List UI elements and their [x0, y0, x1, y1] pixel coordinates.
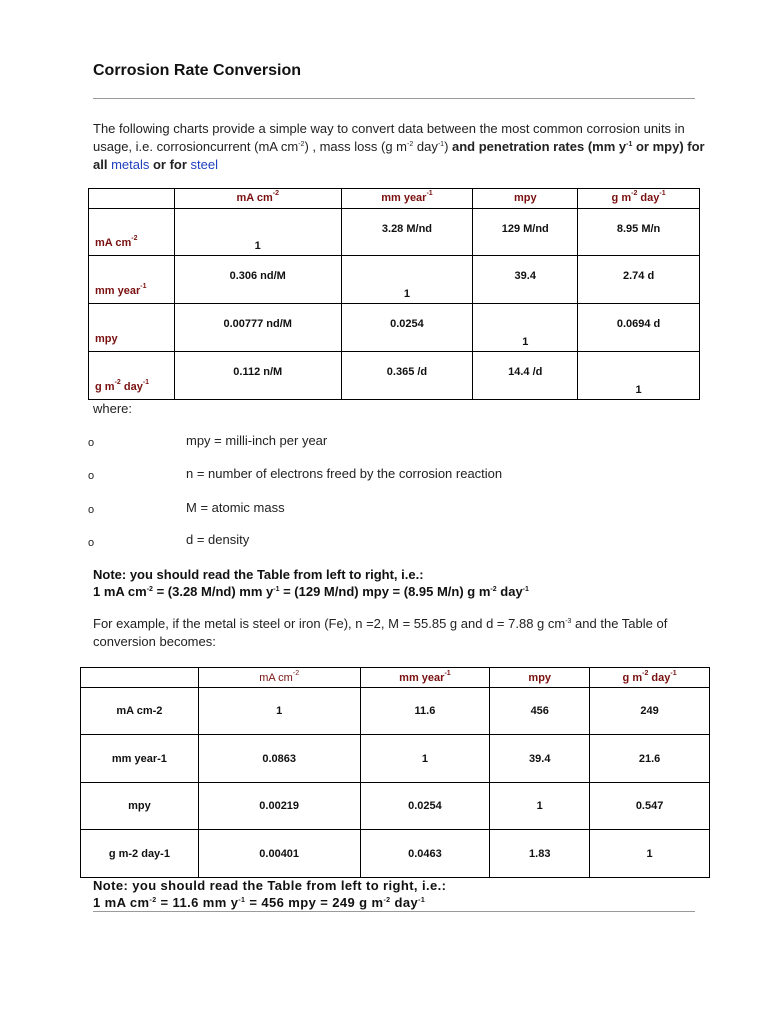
definition-item: n = number of electrons freed by the corrosion reaction	[186, 466, 503, 481]
bullet-icon: o	[88, 437, 95, 449]
table-cell: 1.83	[490, 830, 590, 878]
table-row	[81, 735, 710, 783]
intro-sup-1: -2	[298, 141, 305, 148]
title-divider	[93, 98, 695, 99]
row-label: g m-2 day-1	[81, 830, 199, 878]
table-cell: 14.4 /d	[473, 352, 578, 400]
example-paragraph	[93, 615, 693, 651]
note-2-line-1: Note: you should read the Table from left to right, i.e.:	[93, 878, 447, 893]
corner-cell	[81, 668, 199, 688]
table-cell: 0.112 n/M	[174, 352, 341, 400]
header-cell: g $m^{-2}$ day$^{-1}$	[578, 189, 700, 209]
table-cell: 249	[590, 688, 710, 735]
table-cell: 129 M/nd	[473, 209, 578, 256]
table-cell: 0.306 nd/M	[174, 256, 341, 304]
bullet-icon: o	[88, 537, 95, 549]
table-row	[89, 256, 700, 304]
table-cell: 1	[473, 304, 578, 352]
table-header-row	[89, 189, 700, 209]
table-cell: 0.0863	[198, 735, 360, 783]
table-cell: 39.4	[473, 256, 578, 304]
row-label: mm year-1	[81, 735, 199, 783]
steel-link[interactable]: steel	[190, 157, 219, 172]
general-conversion-table	[88, 188, 700, 400]
bullet-icon: o	[88, 470, 95, 482]
header-cell: g $m^{-2}$ day$^{-1}$	[590, 668, 710, 688]
row-label: mA cm-2	[81, 688, 199, 735]
row-label: mpy	[81, 783, 199, 830]
table-row	[89, 304, 700, 352]
intro-text-4: )	[444, 139, 453, 154]
table-cell: 3.28 M/nd	[341, 209, 473, 256]
table-cell: 39.4	[490, 735, 590, 783]
table-row	[81, 688, 710, 735]
header-cell: mm year$^{-1}$	[341, 189, 473, 209]
table-cell: 1	[590, 830, 710, 878]
intro-bold-2: or mpy) for all	[93, 139, 705, 172]
table-row	[89, 352, 700, 400]
header-cell: mpy	[490, 668, 590, 688]
table-cell: 11.6	[360, 688, 490, 735]
page-title: Corrosion Rate Conversion	[93, 62, 302, 79]
note-1-line-1: Note: you should read the Table from left to right, i.e.:	[93, 567, 424, 582]
note-1	[93, 566, 529, 600]
table-row	[89, 209, 700, 256]
table-cell: 1	[198, 688, 360, 735]
note-2-line-2: 1 mA $cm^{-2} = 11.6$ mm $y^{-1} = 456$ mpy = 249 g $m^{-2}$ day$^{-1}$	[93, 895, 426, 910]
intro-bold-sup: -1	[626, 141, 633, 148]
table-header-row	[81, 668, 710, 688]
table-cell: 2.74 d	[578, 256, 700, 304]
header-cell: mA $cm^{-2}$	[174, 189, 341, 209]
table-cell: 0.00777 nd/M	[174, 304, 341, 352]
intro-sup-3: -1	[437, 141, 445, 148]
definition-item: M = atomic mass	[186, 500, 285, 515]
table-cell: 0.0463	[360, 830, 490, 878]
table-cell: 1	[174, 209, 341, 256]
intro-text-2: ) , mass loss (g m	[304, 139, 408, 154]
intro-text-1: The following charts provide a simple way to convert data between the most common corrosion units in usage, i.e. corrosioncurrent (mA cm	[93, 121, 685, 154]
table-row	[81, 830, 710, 878]
header-cell: mA $cm^{-2}$	[198, 668, 360, 688]
table-cell: 0.0254	[360, 783, 490, 830]
note-1-line-2: 1 mA $cm^{-2} = (3.28$ M/nd) mm $y^{-1} = (129$ M/nd) mpy = (8.95 M/n) g $m^{-2}$ day$^{-1}$	[93, 584, 529, 599]
where-label: where:	[93, 401, 133, 416]
example-text: For example, if the metal is steel or iron (Fe), n =2, M = 55.85 g and d = 7.88 g $cm^{-3}$ and the Table of conversion becomes:	[93, 616, 668, 649]
table-cell: 1	[578, 352, 700, 400]
intro-bold-1: and penetration rates (mm y	[452, 139, 627, 154]
row-label: mpy	[89, 304, 175, 352]
bullet-icon: o	[88, 504, 95, 516]
table-cell: 1	[360, 735, 490, 783]
header-cell: mpy	[473, 189, 578, 209]
row-label: g $m^{-2}$ day$^{-1}$	[89, 352, 175, 400]
definition-item: d = density	[186, 532, 250, 547]
row-label: mm year$^{-1}$	[89, 256, 175, 304]
definition-item: mpy = milli-inch per year	[186, 433, 328, 448]
table-cell: 21.6	[590, 735, 710, 783]
table-cell: 0.365 /d	[341, 352, 473, 400]
intro-paragraph	[93, 120, 713, 174]
table-cell: 8.95 M/n	[578, 209, 700, 256]
steel-conversion-table	[80, 667, 710, 878]
intro-bold-3: or for	[149, 157, 191, 172]
header-cell: mm year$^{-1}$	[360, 668, 490, 688]
table-cell: 1	[490, 783, 590, 830]
table-cell: 1	[341, 256, 473, 304]
table-row	[81, 783, 710, 830]
row-label: mA $cm^{-2}$	[89, 209, 175, 256]
table-cell: 0.00219	[198, 783, 360, 830]
bottom-divider	[93, 911, 695, 912]
table-cell: 0.0694 d	[578, 304, 700, 352]
table-cell: 0.547	[590, 783, 710, 830]
table-cell: 0.0254	[341, 304, 473, 352]
note-2	[93, 877, 446, 911]
table-cell: 456	[490, 688, 590, 735]
table-cell: 0.00401	[198, 830, 360, 878]
corner-cell	[89, 189, 175, 209]
intro-sup-2: -2	[407, 141, 414, 148]
intro-text-3: day	[413, 139, 438, 154]
metals-link[interactable]: metals	[111, 157, 150, 172]
